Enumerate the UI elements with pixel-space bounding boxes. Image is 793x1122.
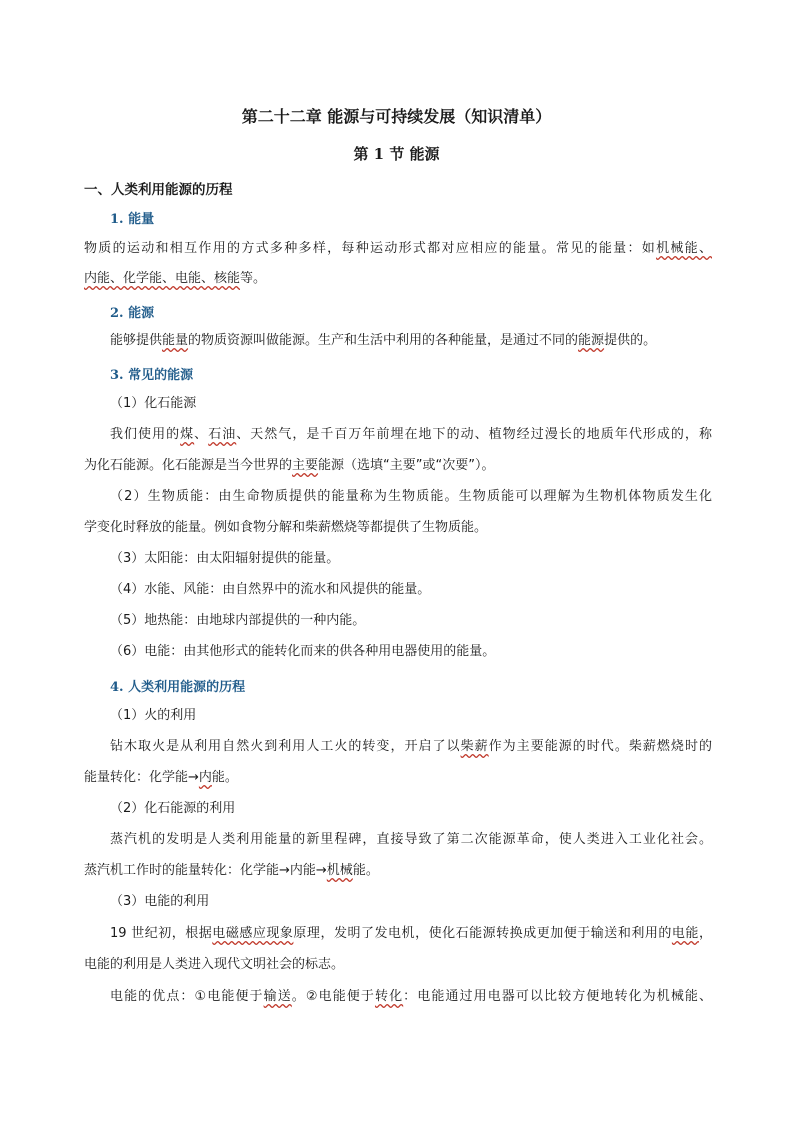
- section-subtitle: 第 1 节 能源: [353, 145, 440, 163]
- paragraph-line: 钻木取火是从利用自然火到利用人工火的转变，开启了以柴薪作为主要能源的时代。柴薪燃烧时的: [110, 739, 712, 754]
- list-item: （5）地热能：由地球内部提供的一种内能。: [110, 613, 366, 628]
- paragraph-line: 电能的优点：①电能便于输送。②电能便于转化：电能通过用电器可以比较方便地转化为机械能、: [110, 989, 712, 1004]
- paragraph-line: 学变化时释放的能量。例如食物分解和柴薪燃烧等都提供了生物质能。: [84, 520, 488, 535]
- list-item: （6）电能：由其他形式的能转化而来的供各种用电器使用的能量。: [110, 644, 496, 659]
- list-item: （1）化石能源: [110, 396, 197, 411]
- paragraph-line: 电能的利用是人类进入现代文明社会的标志。: [84, 957, 345, 972]
- subheading-energy: 1. 能量: [110, 212, 155, 227]
- page-title: 第二十二章 能源与可持续发展（知识清单）: [241, 107, 552, 126]
- paragraph-line: 我们使用的煤、石油、天然气，是千百万年前埋在地下的动、植物经过漫长的地质年代形成的，称: [110, 427, 712, 442]
- list-item: （3）太阳能：由太阳辐射提供的能量。: [110, 551, 340, 566]
- paragraph-line: 蒸汽机工作时的能量转化：化学能→内能→机械能。: [84, 863, 379, 878]
- list-item: （1）火的利用: [110, 708, 197, 723]
- list-item: （2）生物质能：由生命物质提供的能量称为生物质能。生物质能可以理解为生物机体物质发生化: [110, 489, 712, 504]
- subheading-history: 4. 人类利用能源的历程: [110, 680, 246, 695]
- paragraph-line: 内能、化学能、电能、核能等。: [84, 271, 267, 286]
- list-item: （3）电能的利用: [110, 894, 210, 909]
- list-item: （4）水能、风能：由自然界中的流水和风提供的能量。: [110, 582, 431, 597]
- paragraph-line: 蒸汽机的发明是人类利用能量的新里程碑，直接导致了第二次能源革命，使人类进入工业化社会。: [110, 832, 712, 847]
- paragraph-line: 能够提供能量的物质资源叫做能源。生产和生活中利用的各种能量，是通过不同的能源提供的。: [110, 333, 657, 348]
- paragraph-line: 物质的运动和相互作用的方式多种多样，每种运动形式都对应相应的能量。常见的能量：如机械能、: [84, 241, 712, 256]
- paragraph-line: 19 世纪初，根据电磁感应现象原理，发明了发电机，使化石能源转换成更加便于输送和利用的电能，: [110, 926, 712, 941]
- subheading-common: 3. 常见的能源: [110, 368, 194, 383]
- subheading-source: 2. 能源: [110, 306, 155, 321]
- section-heading: 一、人类利用能源的历程: [84, 182, 233, 198]
- list-item: （2）化石能源的利用: [110, 801, 236, 816]
- paragraph-line: 能量转化：化学能→内能。: [84, 770, 238, 785]
- paragraph-line: 为化石能源。化石能源是当今世界的主要能源（选填“主要”或“次要”）。: [84, 458, 495, 473]
